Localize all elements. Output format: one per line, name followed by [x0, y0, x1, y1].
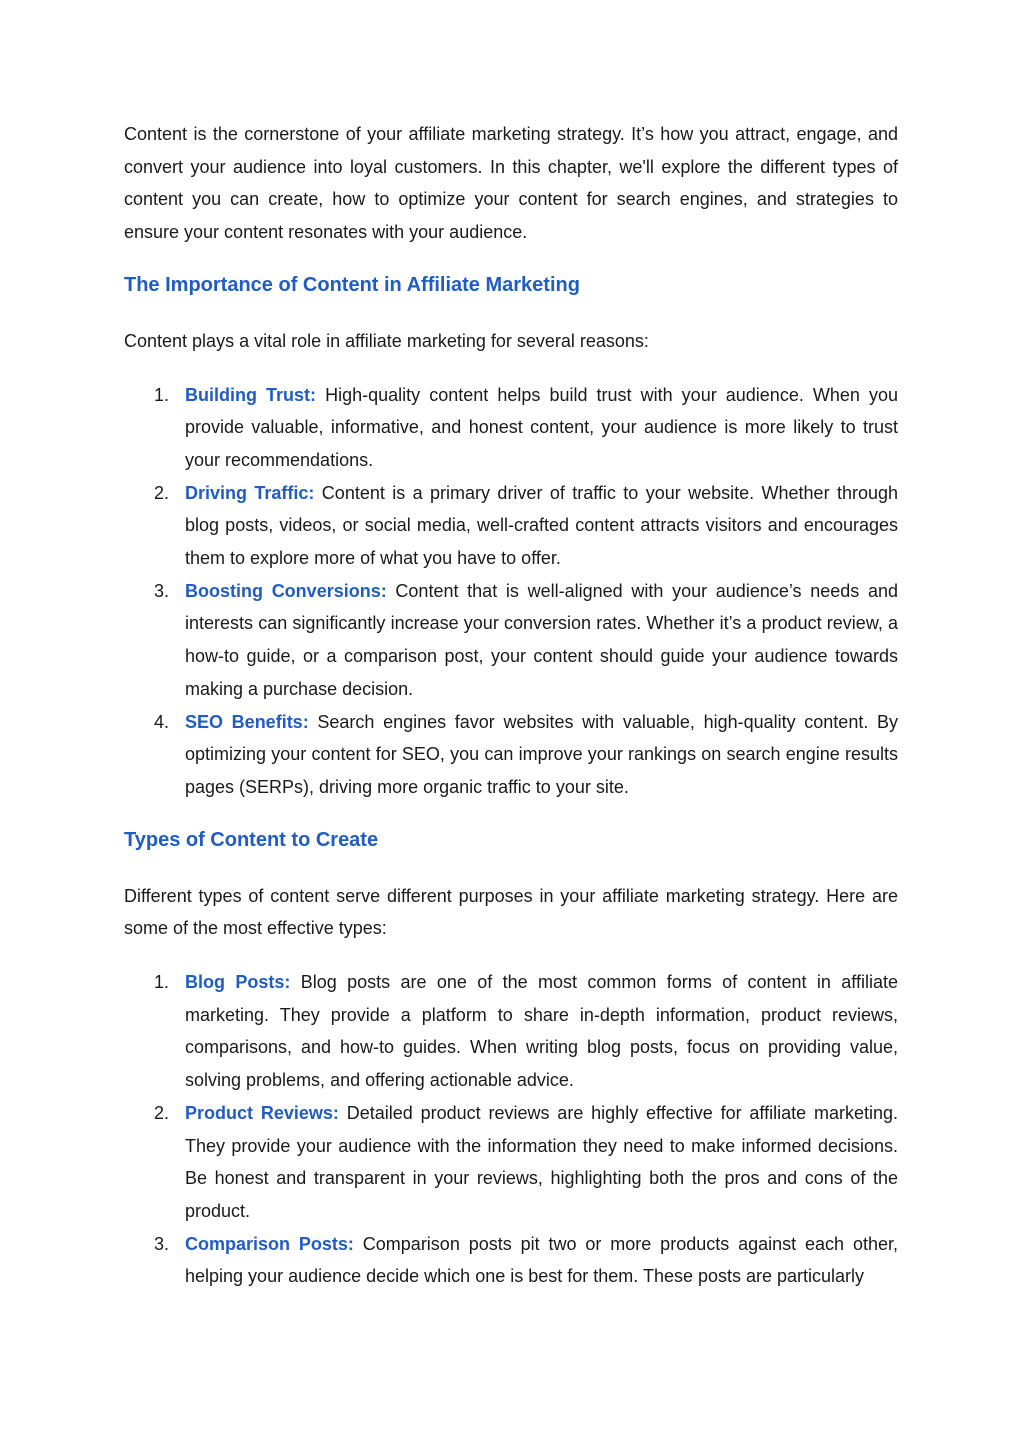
- list-item-text: Blog posts are one of the most common forms of content in affiliate marketing. They provide a platform to share in-depth information, product reviews, comparisons, and how-to guides. When writing blog posts, focus on providing value, solving problems, and offering actionable advice.: [185, 972, 898, 1091]
- list-item: [124, 575, 898, 706]
- list-item-term: Comparison Posts:: [185, 1233, 354, 1254]
- list-item-text: High-quality content helps build trust with your audience. When you provide valuable, informative, and honest content, your audience is more likely to trust your recommendations.: [185, 384, 899, 470]
- list-item-term: Boosting Conversions:: [185, 580, 387, 601]
- list-number: 1.: [154, 384, 170, 405]
- section-lead-importance: Content plays a vital role in affiliate marketing for several reasons:: [124, 330, 649, 351]
- list-number: 3.: [154, 580, 170, 601]
- list-item-text: Content is a primary driver of traffic to your website. Whether through blog posts, videos, or social media, well-crafted content attracts visitors and encourages them to explore more of what you have to offer.: [185, 482, 899, 569]
- list-item-text: Search engines favor websites with valuable, high-quality content. By optimizing your content for SEO, you can improve your rankings on search engine results pages (SERPs), driving more organic traffic to your site.: [185, 711, 899, 797]
- list-item: [124, 1228, 898, 1293]
- section-heading-importance: The Importance of Content in Affiliate Marketing: [124, 273, 580, 296]
- content-types-list: [124, 966, 898, 1293]
- list-item: [124, 966, 898, 1097]
- list-number: 1.: [154, 972, 170, 993]
- list-item-term: Blog Posts:: [185, 972, 291, 993]
- list-item-term: Product Reviews:: [185, 1102, 339, 1123]
- list-item-term: SEO Benefits:: [185, 711, 309, 732]
- list-number: 2.: [154, 1102, 170, 1123]
- importance-list: [124, 379, 898, 804]
- list-number: 2.: [154, 482, 170, 503]
- list-item-text: Detailed product reviews are highly effective for affiliate marketing. They provide your audience with the information they need to make informed decisions. Be honest and transparent in your reviews, highlighting both the pros and cons of the product.: [185, 1102, 898, 1221]
- document-page: [124, 118, 898, 1293]
- list-number: 4.: [154, 711, 170, 732]
- section-heading-types: Types of Content to Create: [124, 828, 379, 851]
- list-item-term: Driving Traffic:: [185, 482, 315, 503]
- list-item: [124, 379, 898, 477]
- list-item: [124, 1097, 898, 1228]
- intro-paragraph: Content is the cornerstone of your affiliate marketing strategy. It’s how you attract, engage, and convert your audience into loyal customers. In this chapter, we'll explore the different types of content you can create, how to optimize your content for search engines, and strategies to ensure your content resonates with your audience.: [124, 124, 898, 243]
- section-lead-types: Different types of content serve different purposes in your affiliate marketing strategy. Here are some of the most effective types:: [124, 885, 898, 939]
- list-item: [124, 706, 898, 804]
- list-item-term: Building Trust:: [185, 384, 317, 405]
- list-number: 3.: [154, 1233, 170, 1254]
- list-item-text: Comparison posts pit two or more products against each other, helping your audience decide which one is best for them. These posts are particularly: [185, 1233, 898, 1287]
- list-item-text: Content that is well-aligned with your audience’s needs and interests can significantly increase your conversion rates. Whether it’s a product review, a how-to guide, or a comparison post, your content should guide your audience towards making a purchase decision.: [185, 580, 898, 699]
- list-item: [124, 477, 898, 575]
